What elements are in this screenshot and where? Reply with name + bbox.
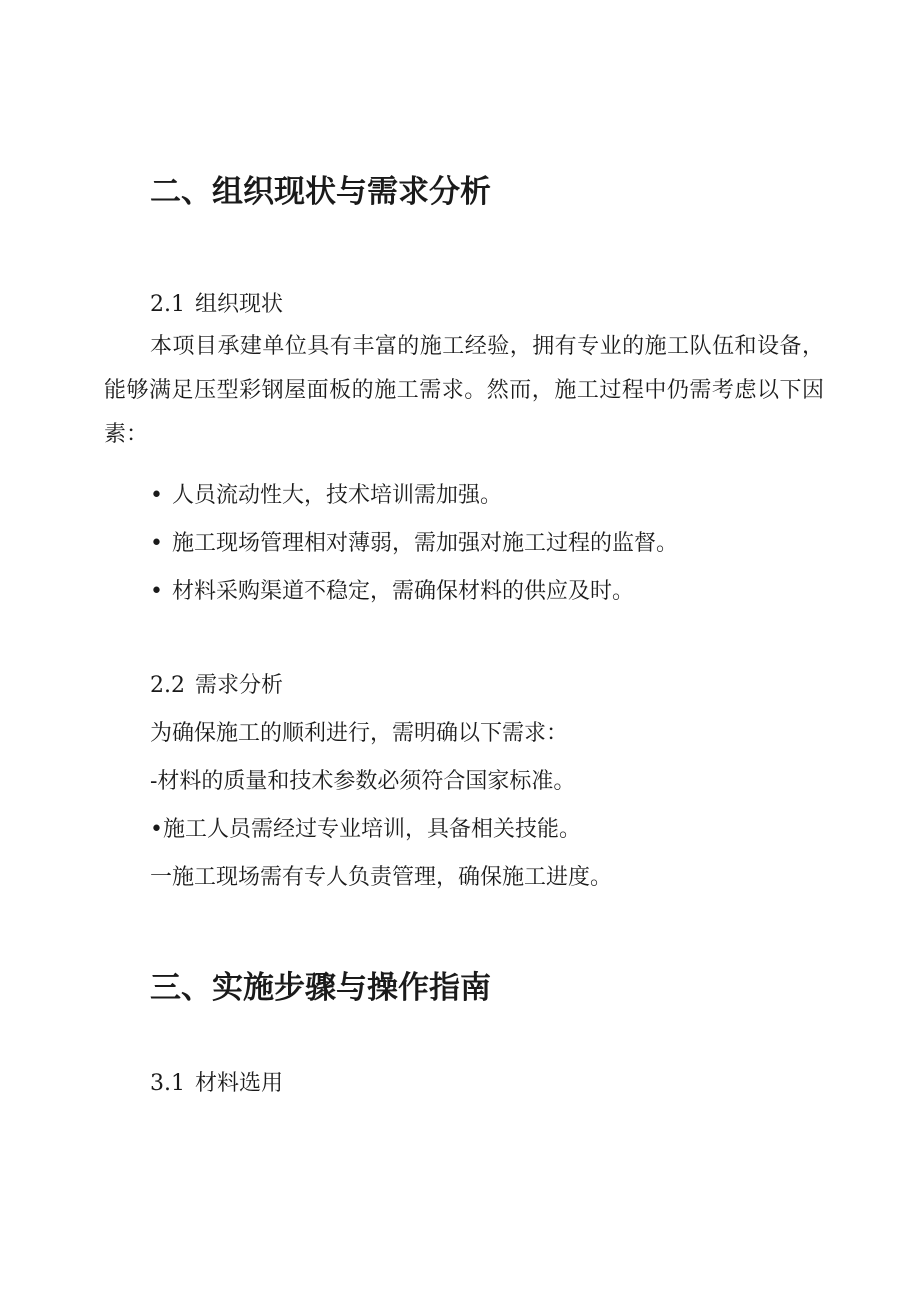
section-3-heading: 三、实施步骤与操作指南 bbox=[150, 970, 491, 1006]
subsection-2-1-heading bbox=[150, 287, 283, 318]
subsection-number: 3.1 bbox=[150, 1071, 185, 1096]
bullet-text: 人员流动性大，技术培训需加强。 bbox=[172, 483, 503, 508]
requirements-intro: 为确保施工的顺利进行，需明确以下需求： bbox=[150, 721, 569, 746]
subsection-number: 2.2 bbox=[150, 673, 185, 698]
bullet-marker: • bbox=[150, 483, 163, 508]
section-2-heading: 二、组织现状与需求分析 bbox=[150, 174, 491, 210]
subsection-3-1-heading bbox=[150, 1066, 283, 1097]
requirement-item: •施工人员需经过专业培训，具备相关技能。 bbox=[150, 817, 581, 842]
bullet-marker: • bbox=[150, 579, 163, 604]
bullet-text: 材料采购渠道不稳定，需确保材料的供应及时。 bbox=[172, 579, 635, 604]
requirement-item: -材料的质量和技术参数必须符合国家标准。 bbox=[150, 769, 576, 794]
status-bullet-item bbox=[150, 526, 678, 557]
subsection-number: 2.1 bbox=[150, 292, 185, 317]
bullet-marker: • bbox=[150, 531, 163, 556]
subsection-title: 材料选用 bbox=[195, 1071, 284, 1096]
subsection-title: 需求分析 bbox=[195, 673, 284, 698]
subsection-2-2-heading bbox=[150, 668, 283, 699]
status-bullet-item bbox=[150, 478, 502, 509]
subsection-title: 组织现状 bbox=[195, 292, 284, 317]
organization-status-paragraph: 本项目承建单位具有丰富的施工经验，拥有专业的施工队伍和设备，能够满足压型彩钢屋面板的施工需求。然而，施工过程中仍需考虑以下因素： bbox=[104, 334, 824, 447]
bullet-text: 施工现场管理相对薄弱，需加强对施工过程的监督。 bbox=[172, 531, 679, 556]
requirement-item: 一施工现场需有专人负责管理，确保施工进度。 bbox=[150, 865, 613, 890]
status-bullet-item bbox=[150, 574, 634, 605]
